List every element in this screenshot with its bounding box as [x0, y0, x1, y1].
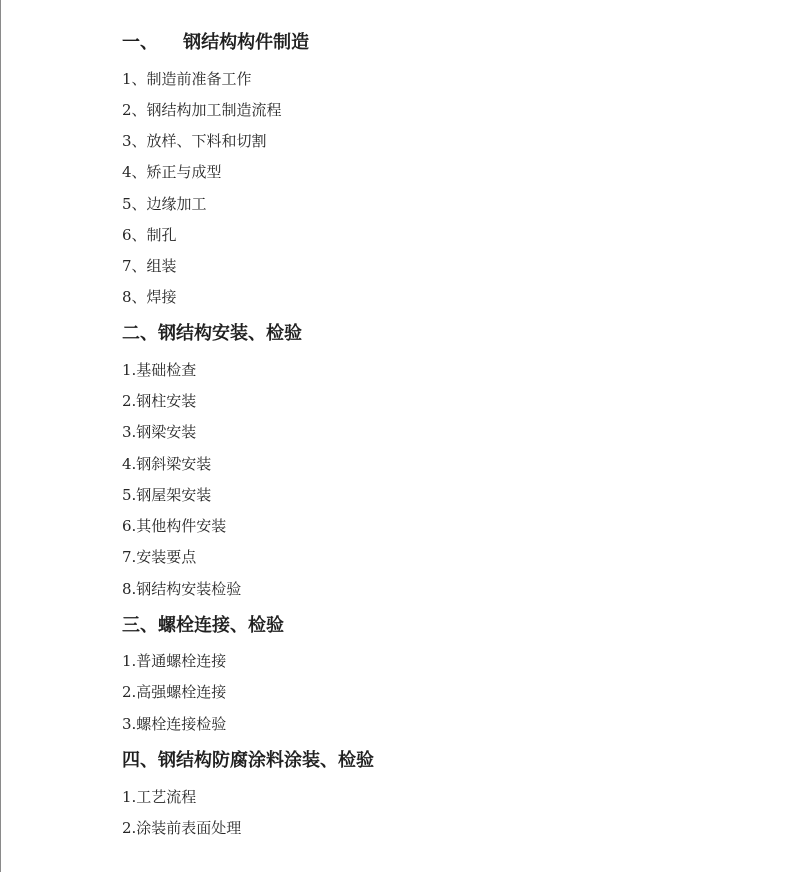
- page-left-border: [0, 0, 1, 872]
- list-item: 2.高强螺栓连接: [122, 683, 227, 701]
- section-heading-4: 四、钢结构防腐涂料涂装、检验: [122, 750, 374, 771]
- section-heading-2: 二、钢结构安装、检验: [122, 323, 302, 344]
- list-item: 8、焊接: [122, 288, 177, 306]
- list-item: 2.钢柱安装: [122, 392, 197, 410]
- list-item: 2、钢结构加工制造流程: [122, 101, 282, 119]
- list-item: 1.普通螺栓连接: [122, 652, 227, 670]
- list-item: 7.安装要点: [122, 548, 197, 566]
- list-item: 5.钢屋架安装: [122, 486, 212, 504]
- list-item: 1.基础检查: [122, 361, 197, 379]
- list-item: 7、组装: [122, 257, 177, 275]
- list-item: 3、放样、下料和切割: [122, 132, 267, 150]
- list-item: 1.工艺流程: [122, 788, 197, 806]
- list-item: 8.钢结构安装检验: [122, 580, 242, 598]
- section-heading-3: 三、螺栓连接、检验: [122, 615, 284, 636]
- list-item: 6、制孔: [122, 226, 177, 244]
- list-item: 4、矫正与成型: [122, 163, 222, 181]
- list-item: 3.螺栓连接检验: [122, 715, 227, 733]
- list-item: 4.钢斜梁安装: [122, 455, 212, 473]
- list-item: 2.涂装前表面处理: [122, 819, 242, 837]
- list-item: 3.钢梁安装: [122, 423, 197, 441]
- section-heading-1: 一、 钢结构构件制造: [122, 32, 310, 53]
- list-item: 1、制造前准备工作: [122, 70, 252, 88]
- list-item: 5、边缘加工: [122, 195, 207, 213]
- list-item: 6.其他构件安装: [122, 517, 227, 535]
